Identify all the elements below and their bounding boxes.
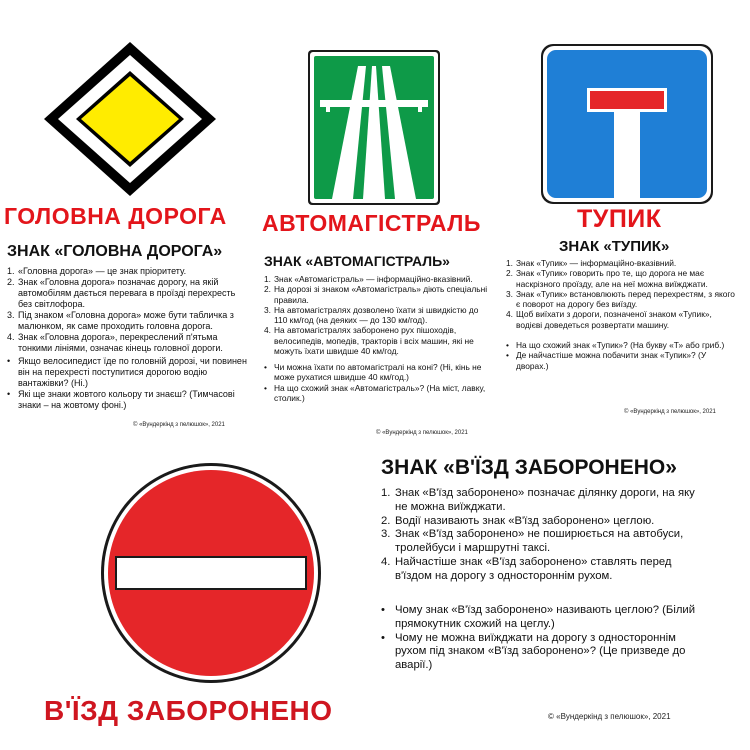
no-entry-facts (381, 487, 699, 583)
list-item: • На що схожий знак «Тупик»? (На букву «Т» або гриб.) (506, 340, 725, 350)
list-item: 4. На автомагістралях заборонено рух пішоходів, велосипедів, мопедів, тракторів і всіх машин, які не можуть їхати швидше 40 км/год. (264, 325, 474, 356)
list-item: 2. Водії називають знак «В'їзд заборонено» цеглою. (381, 514, 655, 527)
dead-end-sign-icon (541, 44, 713, 204)
list-item: • Чому не можна виїжджати на дорогу з одностороннім рухом під знаком «В'їзд заборонено»? (Це призведе до аварії.) (381, 631, 686, 672)
list-item: • Чому знак «В'їзд заборонено» називають цеглою? (Білий прямокутник схожий на цеглу.) (381, 604, 696, 630)
list-item: 4. Найчастіше знак «В'їзд заборонено» ставлять перед в'їздом на дорогу з одностороннім рухом. (381, 555, 672, 582)
list-item: • Які ще знаки жовтого кольору ти знаєш? (Тимчасові знаки – на жовтому фоні.) (7, 388, 235, 410)
dead-end-copyright: © «Вундеркінд з пелюшок», 2021 (624, 409, 716, 415)
main-road-sign-icon (40, 38, 220, 200)
list-item: 1. Знак «Тупик» — інформаційно-вказівний. (506, 258, 677, 268)
main-road-title: ГОЛОВНА ДОРОГА (4, 203, 227, 229)
list-item: 2. На дорозі зі знаком «Автомагістраль» діють спеціальні правила. (264, 284, 488, 305)
list-item: 3. Під знаком «Головна дорога» може бути табличка з малюнком, як саме проходить головна дорога. (7, 309, 234, 331)
no-entry-questions (381, 604, 699, 673)
dead-end-questions (506, 340, 738, 371)
list-item: 2. Знак «Тупик» говорить про те, що дорога не має наскрізного проїзду, але на неї можна виїжджати. (506, 268, 708, 289)
no-entry-title: В'ЇЗД ЗАБОРОНЕНО (44, 695, 333, 726)
no-entry-sign-icon (100, 462, 322, 684)
motorway-sign-icon (308, 50, 440, 205)
main-road-facts (7, 266, 250, 354)
list-item: 3. Знак «Тупик» встановлюють перед перехрестям, з якого є поворот на дорогу без виїзду. (506, 288, 735, 309)
list-item: 4. Знак «Головна дорога», перекреслений п'ятьма тонкими лініями, означає кінець головної дороги. (7, 331, 223, 353)
list-item: 4. Щоб виїхати з дороги, позначеної знаком «Тупик», водієві доведеться розвертати машину. (506, 309, 712, 330)
dead-end-title: ТУПИК (577, 205, 662, 233)
no-entry-heading: ЗНАК «В'ЇЗД ЗАБОРОНЕНО» (381, 456, 677, 479)
list-item: • На що схожий знак «Автомагістраль»? (На міст, лавку, столик.) (264, 382, 486, 403)
no-entry-copyright: © «Вундеркінд з пелюшок», 2021 (548, 712, 671, 721)
motorway-heading: ЗНАК «АВТОМАГІСТРАЛЬ» (264, 253, 450, 269)
list-item: 3. На автомагістралях дозволено їхати зі швидкістю до 110 км/год (на деяких — до 130 км/год). (264, 304, 479, 325)
list-item: 2. Знак «Головна дорога» позначає дорогу, на якій автомобілям дається перевага в проїзді перехресть без світлофора. (7, 276, 236, 309)
list-item: 1. Знак «В'їзд заборонено» позначає ділянку дороги, на яку не можна виїжджати. (381, 487, 695, 513)
list-item: 1. Знак «Автомагістраль» — інформаційно-вказівний. (264, 274, 473, 284)
main-road-questions (7, 356, 250, 411)
list-item: • Якщо велосипедист їде по головній дорозі, чи повинен він на перехресті поступитися дорогою водію вантажівки? (Ні.) (7, 356, 247, 388)
list-item: 3. Знак «В'їзд заборонено» не поширюється на автобуси, тролейбуси і маршрутні таксі. (381, 528, 684, 555)
main-road-heading: ЗНАК «ГОЛОВНА ДОРОГА» (7, 243, 223, 260)
motorway-questions (264, 362, 490, 403)
main-road-copyright: © «Вундеркінд з пелюшок», 2021 (133, 422, 225, 428)
motorway-facts (264, 274, 490, 356)
motorway-title: АВТОМАГІСТРАЛЬ (262, 210, 481, 236)
list-item: • Де найчастіше можна побачити знак «Тупик»? (У дворах.) (506, 350, 707, 371)
dead-end-heading: ЗНАК «ТУПИК» (559, 238, 670, 255)
list-item: 1. «Головна дорога» — це знак пріоритету. (7, 266, 187, 276)
list-item: • Чи можна їхати по автомагістралі на коні? (Ні, кінь не може рухатися швидше 40 км/год.) (264, 362, 482, 383)
motorway-copyright: © «Вундеркінд з пелюшок», 2021 (376, 430, 468, 436)
dead-end-facts (506, 258, 738, 330)
